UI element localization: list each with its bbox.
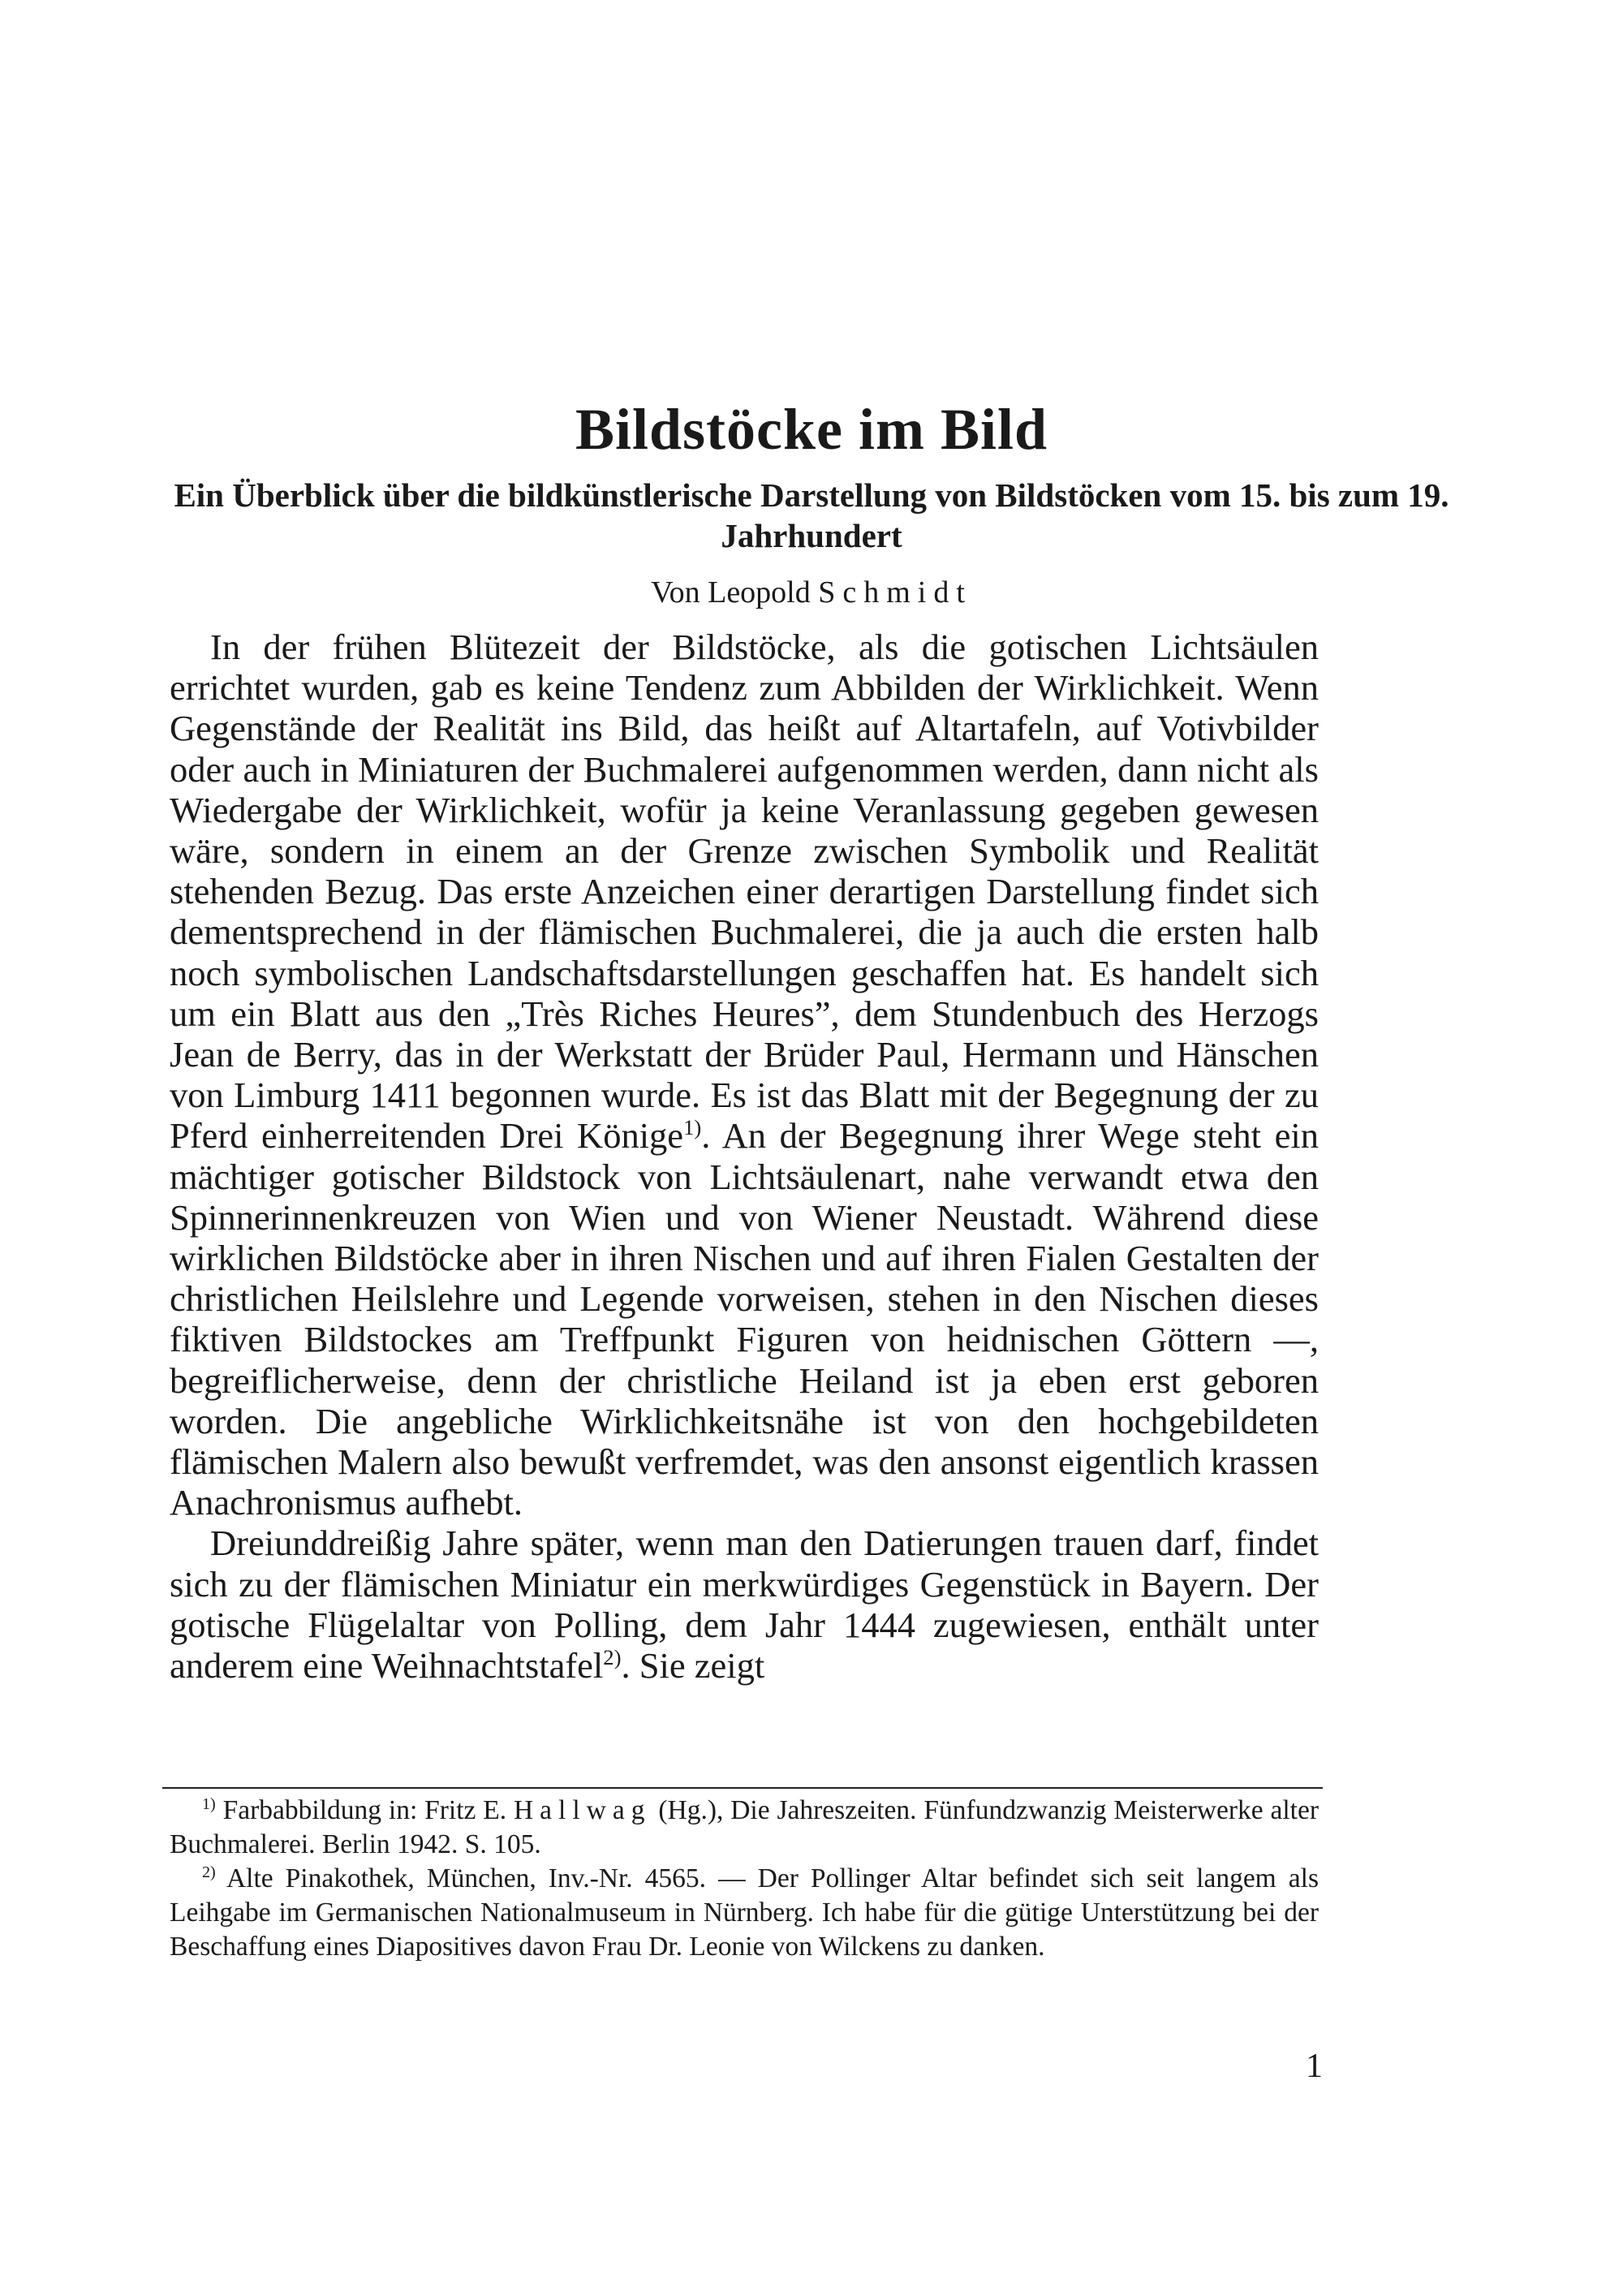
- article-body: [170, 627, 1319, 1686]
- footnote-divider: [162, 1787, 1323, 1789]
- footnote-reference-1: 1): [683, 1115, 702, 1140]
- footnotes: [170, 1794, 1319, 1964]
- paragraph-text: . An der Begegnung ihrer Wege steht ein mächtiger gotischer Bildstock von Lichtsäulenart, nahe verwandt etwa den Spinnerinnenkreuzen von Wien und von Wiener Neustadt. Während diese wirklichen Bildstöcke aber in ihren Nischen und auf ihren Fialen Gestalten der christlichen Heilslehre und Legende vorweisen, stehen in den Nischen dieses fiktiven Bildstockes am Treffpunkt Figuren von heidnischen Göttern —, begreiflicherweise, denn der christliche Heiland ist ja eben erst geboren worden. Die angebliche Wirklichkeitsnähe ist von den hochgebildeten flämischen Malern also bewußt verfremdet, was den ansonst eigentlich krassen Anachronismus aufhebt.: [170, 1115, 1319, 1523]
- paragraph-text: . Sie zeigt: [621, 1645, 765, 1686]
- footnote-1: [170, 1794, 1319, 1862]
- footnote-text: (Hg.), Die Jahreszeiten. Fünfundzwanzig Meisterwerke alter Buchmalerei. Berlin 1942. S. 105.: [170, 1795, 1319, 1859]
- footnote-marker-1: 1): [202, 1794, 216, 1813]
- body-paragraph-2: [170, 1523, 1319, 1686]
- footnote-2: [170, 1862, 1319, 1964]
- article-title: Bildstöcke im Bild: [575, 397, 1048, 462]
- footnote-reference-2: 2): [603, 1645, 622, 1670]
- footnote-text: Farbabbildung in: Fritz E.: [215, 1795, 507, 1825]
- page-number: 1: [1306, 2048, 1323, 2085]
- body-paragraph-1: [170, 627, 1319, 1523]
- author-surname: Schmidt: [818, 575, 972, 610]
- footnote-editor-name: Hallwag: [513, 1795, 652, 1825]
- byline-prefix: Von Leopold: [651, 575, 811, 610]
- paragraph-text: In der frühen Blütezeit der Bildstöcke, als die gotischen Lichtsäulen errichtet wurden, gab es keine Tendenz zum Abbilden der Wirklichkeit. Wenn Gegenstände der Realität ins Bild, das heißt auf Altartafeln, auf Votivbilder oder auch in Miniaturen der Buchmalerei aufgenommen werden, dann nicht als Wiedergabe der Wirklichkeit, wofür ja keine Veranlassung gegeben gewesen wäre, sondern in einem an der Grenze zwischen Symbolik und Realität stehenden Bezug. Das erste Anzeichen einer derartigen Darstellung findet sich dementsprechend in der flämischen Buchmalerei, die ja auch die ersten halb noch symbolischen Landschaftsdarstellungen geschaffen hat. Es handelt sich um ein Blatt aus den „Très Riches Heures”, dem Stundenbuch des Herzogs Jean de Berry, das in der Werkstatt der Brüder Paul, Hermann und Hänschen von Limburg 1411 begonnen wurde. Es ist das Blatt mit der Begegnung der zu Pferd einherreitenden Drei Könige: [170, 627, 1319, 1157]
- footnote-text: Alte Pinakothek, München, Inv.-Nr. 4565. — Der Pollinger Altar befindet sich seit langem als Leihgabe im Germanischen Nationalmuseum in Nürnberg. Ich habe für die gütige Unterstützung bei der Beschaffung eines Diapositives davon Frau Dr. Leonie von Wilckens zu danken.: [170, 1863, 1319, 1962]
- paragraph-text: Dreiunddreißig Jahre später, wenn man den Datierungen trauen darf, findet sich zu der flämischen Miniatur ein merkwürdiges Gegenstück in Bayern. Der gotische Flügelaltar von Polling, dem Jahr 1444 zugewiesen, enthält unter anderem eine Weihnachtstafel: [170, 1523, 1319, 1686]
- article-subtitle: Ein Überblick über die bildkünstlerische Darstellung von Bildstöcken vom 15. bis zum 19. Jahrhundert: [174, 476, 1449, 554]
- author-byline: [0, 575, 1623, 610]
- footnote-marker-2: 2): [202, 1863, 216, 1881]
